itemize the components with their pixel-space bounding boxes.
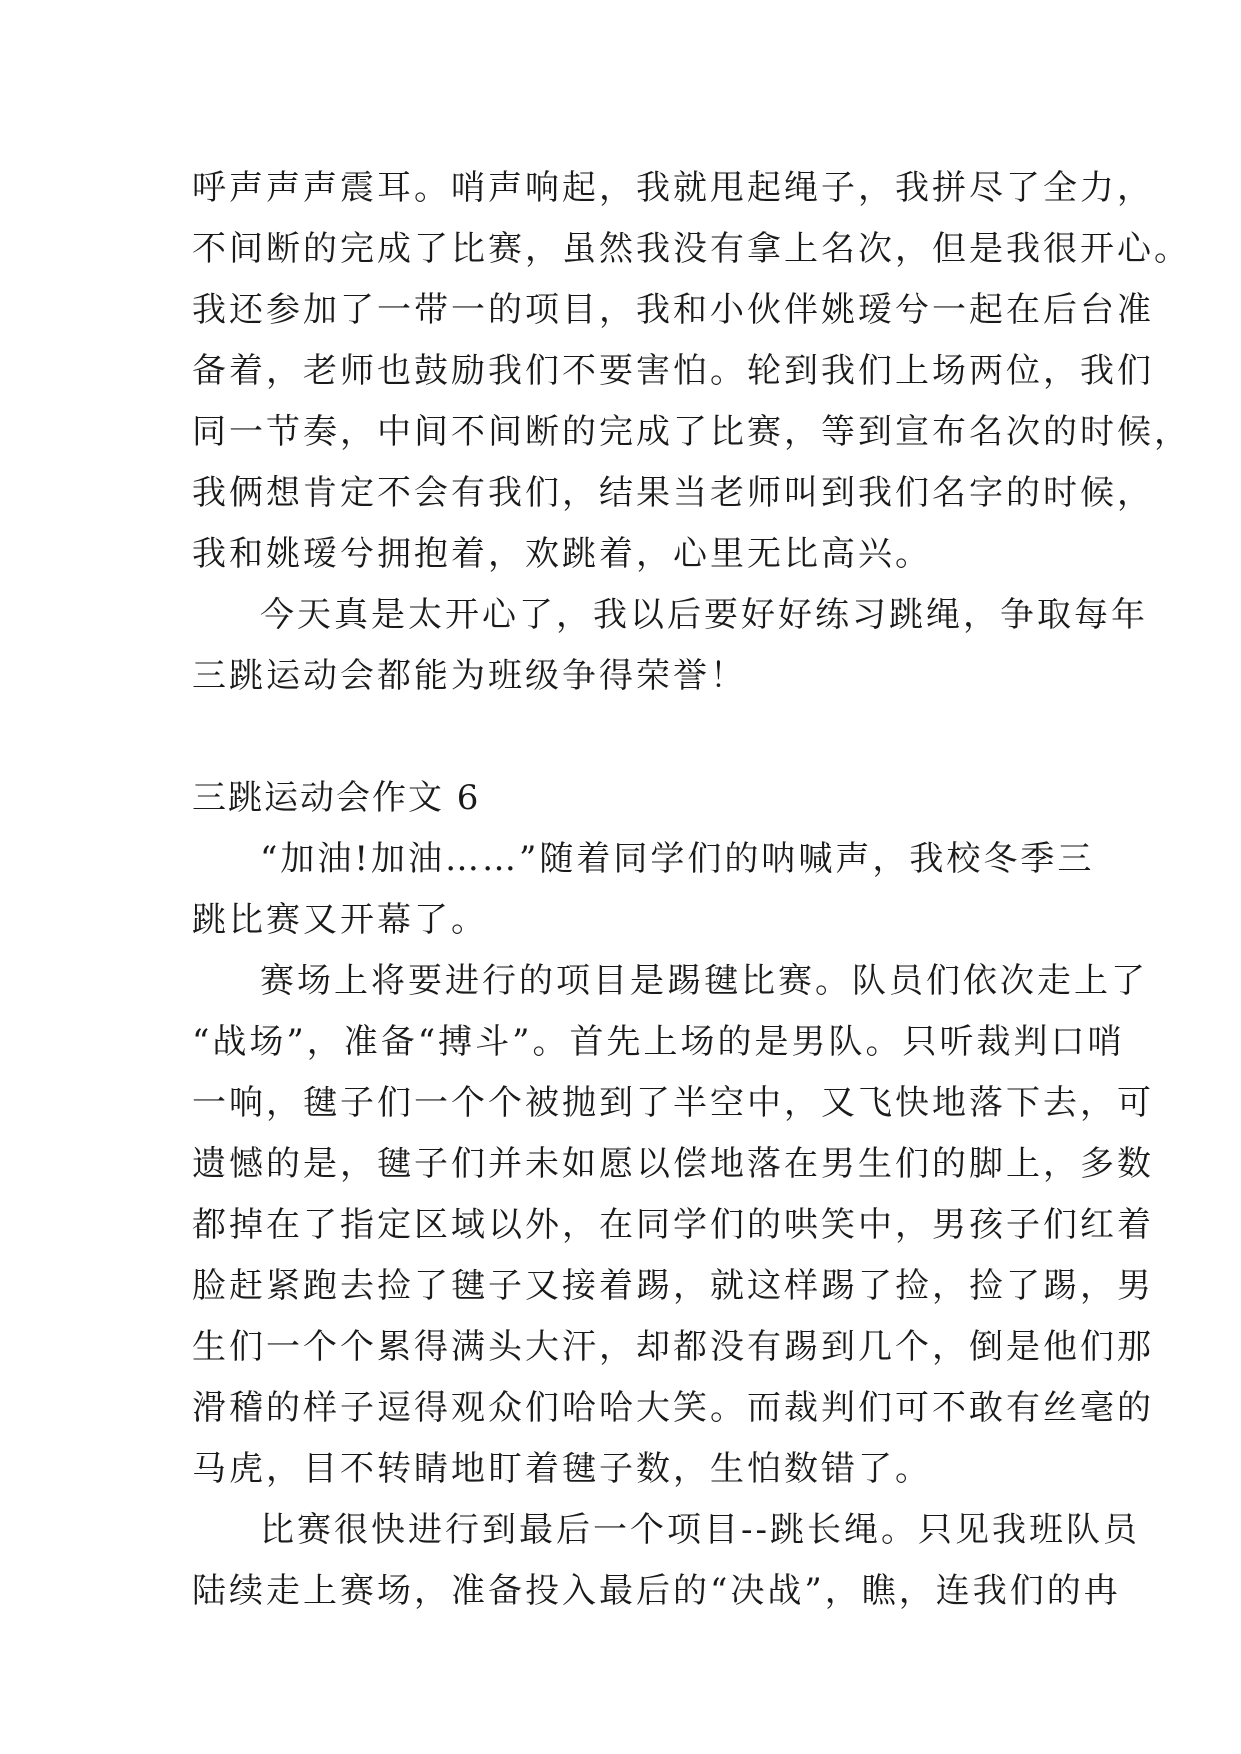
text-line: 生们一个个累得满头大汗，却都没有踢到几个，倒是他们那 <box>192 1327 1154 1367</box>
text-line: 三跳运动会都能为班级争得荣誉！ <box>192 656 747 696</box>
text-line: 脸赶紧跑去捡了毽子又接着踢，就这样踢了捡，捡了踢，男 <box>192 1266 1154 1306</box>
essay-heading: 三跳运动会作文 6 <box>192 778 481 818</box>
text-line: “加油!加油……”随着同学们的呐喊声，我校冬季三 <box>260 839 1095 879</box>
text-line: 一响，毽子们一个个被抛到了半空中，又飞快地落下去，可 <box>192 1083 1154 1123</box>
text-line: 不间断的完成了比赛，虽然我没有拿上名次，但是我很开心。 <box>192 229 1191 269</box>
text-line: 我和姚瑷兮拥抱着，欢跳着，心里无比高兴。 <box>192 534 932 574</box>
text-line: 今天真是太开心了，我以后要好好练习跳绳，争取每年 <box>260 595 1148 635</box>
text-line: 我俩想肯定不会有我们，结果当老师叫到我们名字的时候， <box>192 473 1154 513</box>
text-line: 遗憾的是，毽子们并未如愿以偿地落在男生们的脚上，多数 <box>192 1144 1154 1184</box>
text-line: 跳比赛又开幕了。 <box>192 900 488 940</box>
text-line: 滑稽的样子逗得观众们哈哈大笑。而裁判们可不敢有丝毫的 <box>192 1388 1154 1428</box>
text-line: “战场”，准备“搏斗”。首先上场的是男队。只听裁判口哨 <box>192 1022 1125 1062</box>
text-line: 备着，老师也鼓励我们不要害怕。轮到我们上场两位，我们 <box>192 351 1154 391</box>
text-line: 马虎，目不转睛地盯着毽子数，生怕数错了。 <box>192 1449 932 1489</box>
text-line: 都掉在了指定区域以外，在同学们的哄笑中，男孩子们红着 <box>192 1205 1154 1245</box>
text-line: 呼声声声震耳。哨声响起，我就甩起绳子，我拼尽了全力， <box>192 168 1154 208</box>
text-line: 同一节奏，中间不间断的完成了比赛，等到宣布名次的时候， <box>192 412 1191 452</box>
essay-body <box>192 158 1191 1622</box>
text-line: 我还参加了一带一的项目，我和小伙伴姚瑷兮一起在后台准 <box>192 290 1154 330</box>
text-line: 陆续走上赛场，准备投入最后的“决战”，瞧，连我们的冉 <box>192 1571 1121 1611</box>
paragraph-gap <box>192 707 1062 768</box>
text-line: 比赛很快进行到最后一个项目--跳长绳。只见我班队员 <box>260 1510 1140 1550</box>
text-line: 赛场上将要进行的项目是踢毽比赛。队员们依次走上了 <box>260 961 1148 1001</box>
